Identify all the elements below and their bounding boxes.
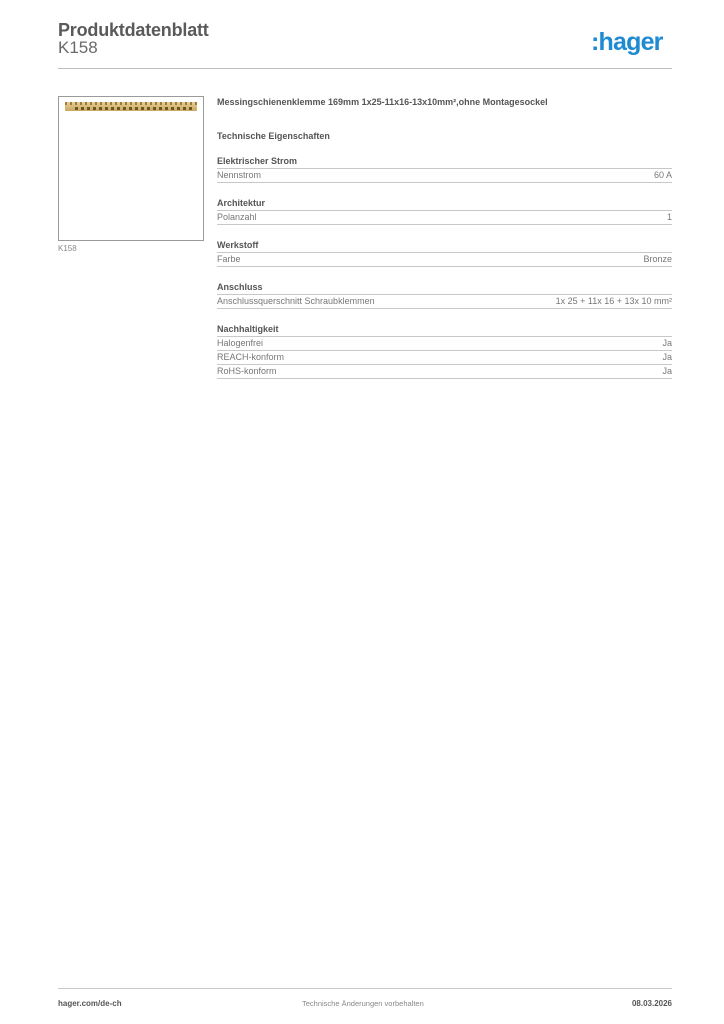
spec-label: REACH-konform — [217, 352, 285, 362]
brass-terminal-bar-image — [65, 102, 197, 111]
tech-properties-heading: Technische Eigenschaften — [217, 131, 330, 141]
product-image — [58, 96, 204, 241]
footer-disclaimer: Technische Änderungen vorbehalten — [302, 999, 424, 1008]
spec-row — [217, 169, 672, 183]
hager-logo: :hager — [591, 28, 663, 56]
spec-row — [217, 365, 672, 379]
spec-label: Farbe — [217, 254, 241, 264]
image-caption: K158 — [58, 244, 77, 253]
spec-value: 1x 25 + 11x 16 + 13x 10 mm² — [555, 296, 672, 306]
spec-value: 1 — [666, 212, 672, 222]
spec-row — [217, 253, 672, 267]
footer-divider — [58, 988, 672, 989]
spec-value: Ja — [662, 366, 672, 376]
spec-row — [217, 295, 672, 309]
section-title: Nachhaltigkeit — [217, 323, 672, 337]
spec-value: Bronze — [643, 254, 672, 264]
section-title: Architektur — [217, 197, 672, 211]
section-werkstoff — [217, 239, 672, 267]
spec-content — [217, 97, 672, 393]
footer-date: 08.03.2026 — [631, 999, 672, 1008]
spec-label: Nennstrom — [217, 170, 262, 180]
section-nachhaltigkeit — [217, 323, 672, 379]
spec-row — [217, 351, 672, 365]
footer-website-link[interactable]: hager.com/de-ch — [58, 999, 122, 1008]
spec-label: Halogenfrei — [217, 338, 264, 348]
spec-label: Anschlussquerschnitt Schraubklemmen — [217, 296, 375, 306]
spec-row — [217, 337, 672, 351]
spec-row — [217, 211, 672, 225]
page-title: Produktdatenblatt — [58, 20, 209, 40]
header-divider — [58, 68, 672, 69]
section-title: Elektrischer Strom — [217, 155, 672, 169]
spec-label: RoHS-konform — [217, 366, 277, 376]
section-title: Anschluss — [217, 281, 672, 295]
section-anschluss — [217, 281, 672, 309]
spec-value: Ja — [662, 338, 672, 348]
product-name: Messingschienenklemme 169mm 1x25-11x16-13x10mm²,ohne Montagesockel — [217, 97, 548, 107]
spec-label: Polanzahl — [217, 212, 257, 222]
spec-value: Ja — [662, 352, 672, 362]
spec-value: 60 A — [653, 170, 672, 180]
section-elektrischer-strom — [217, 155, 672, 183]
section-architektur — [217, 197, 672, 225]
section-title: Werkstoff — [217, 239, 672, 253]
product-code: K158 — [58, 38, 98, 57]
